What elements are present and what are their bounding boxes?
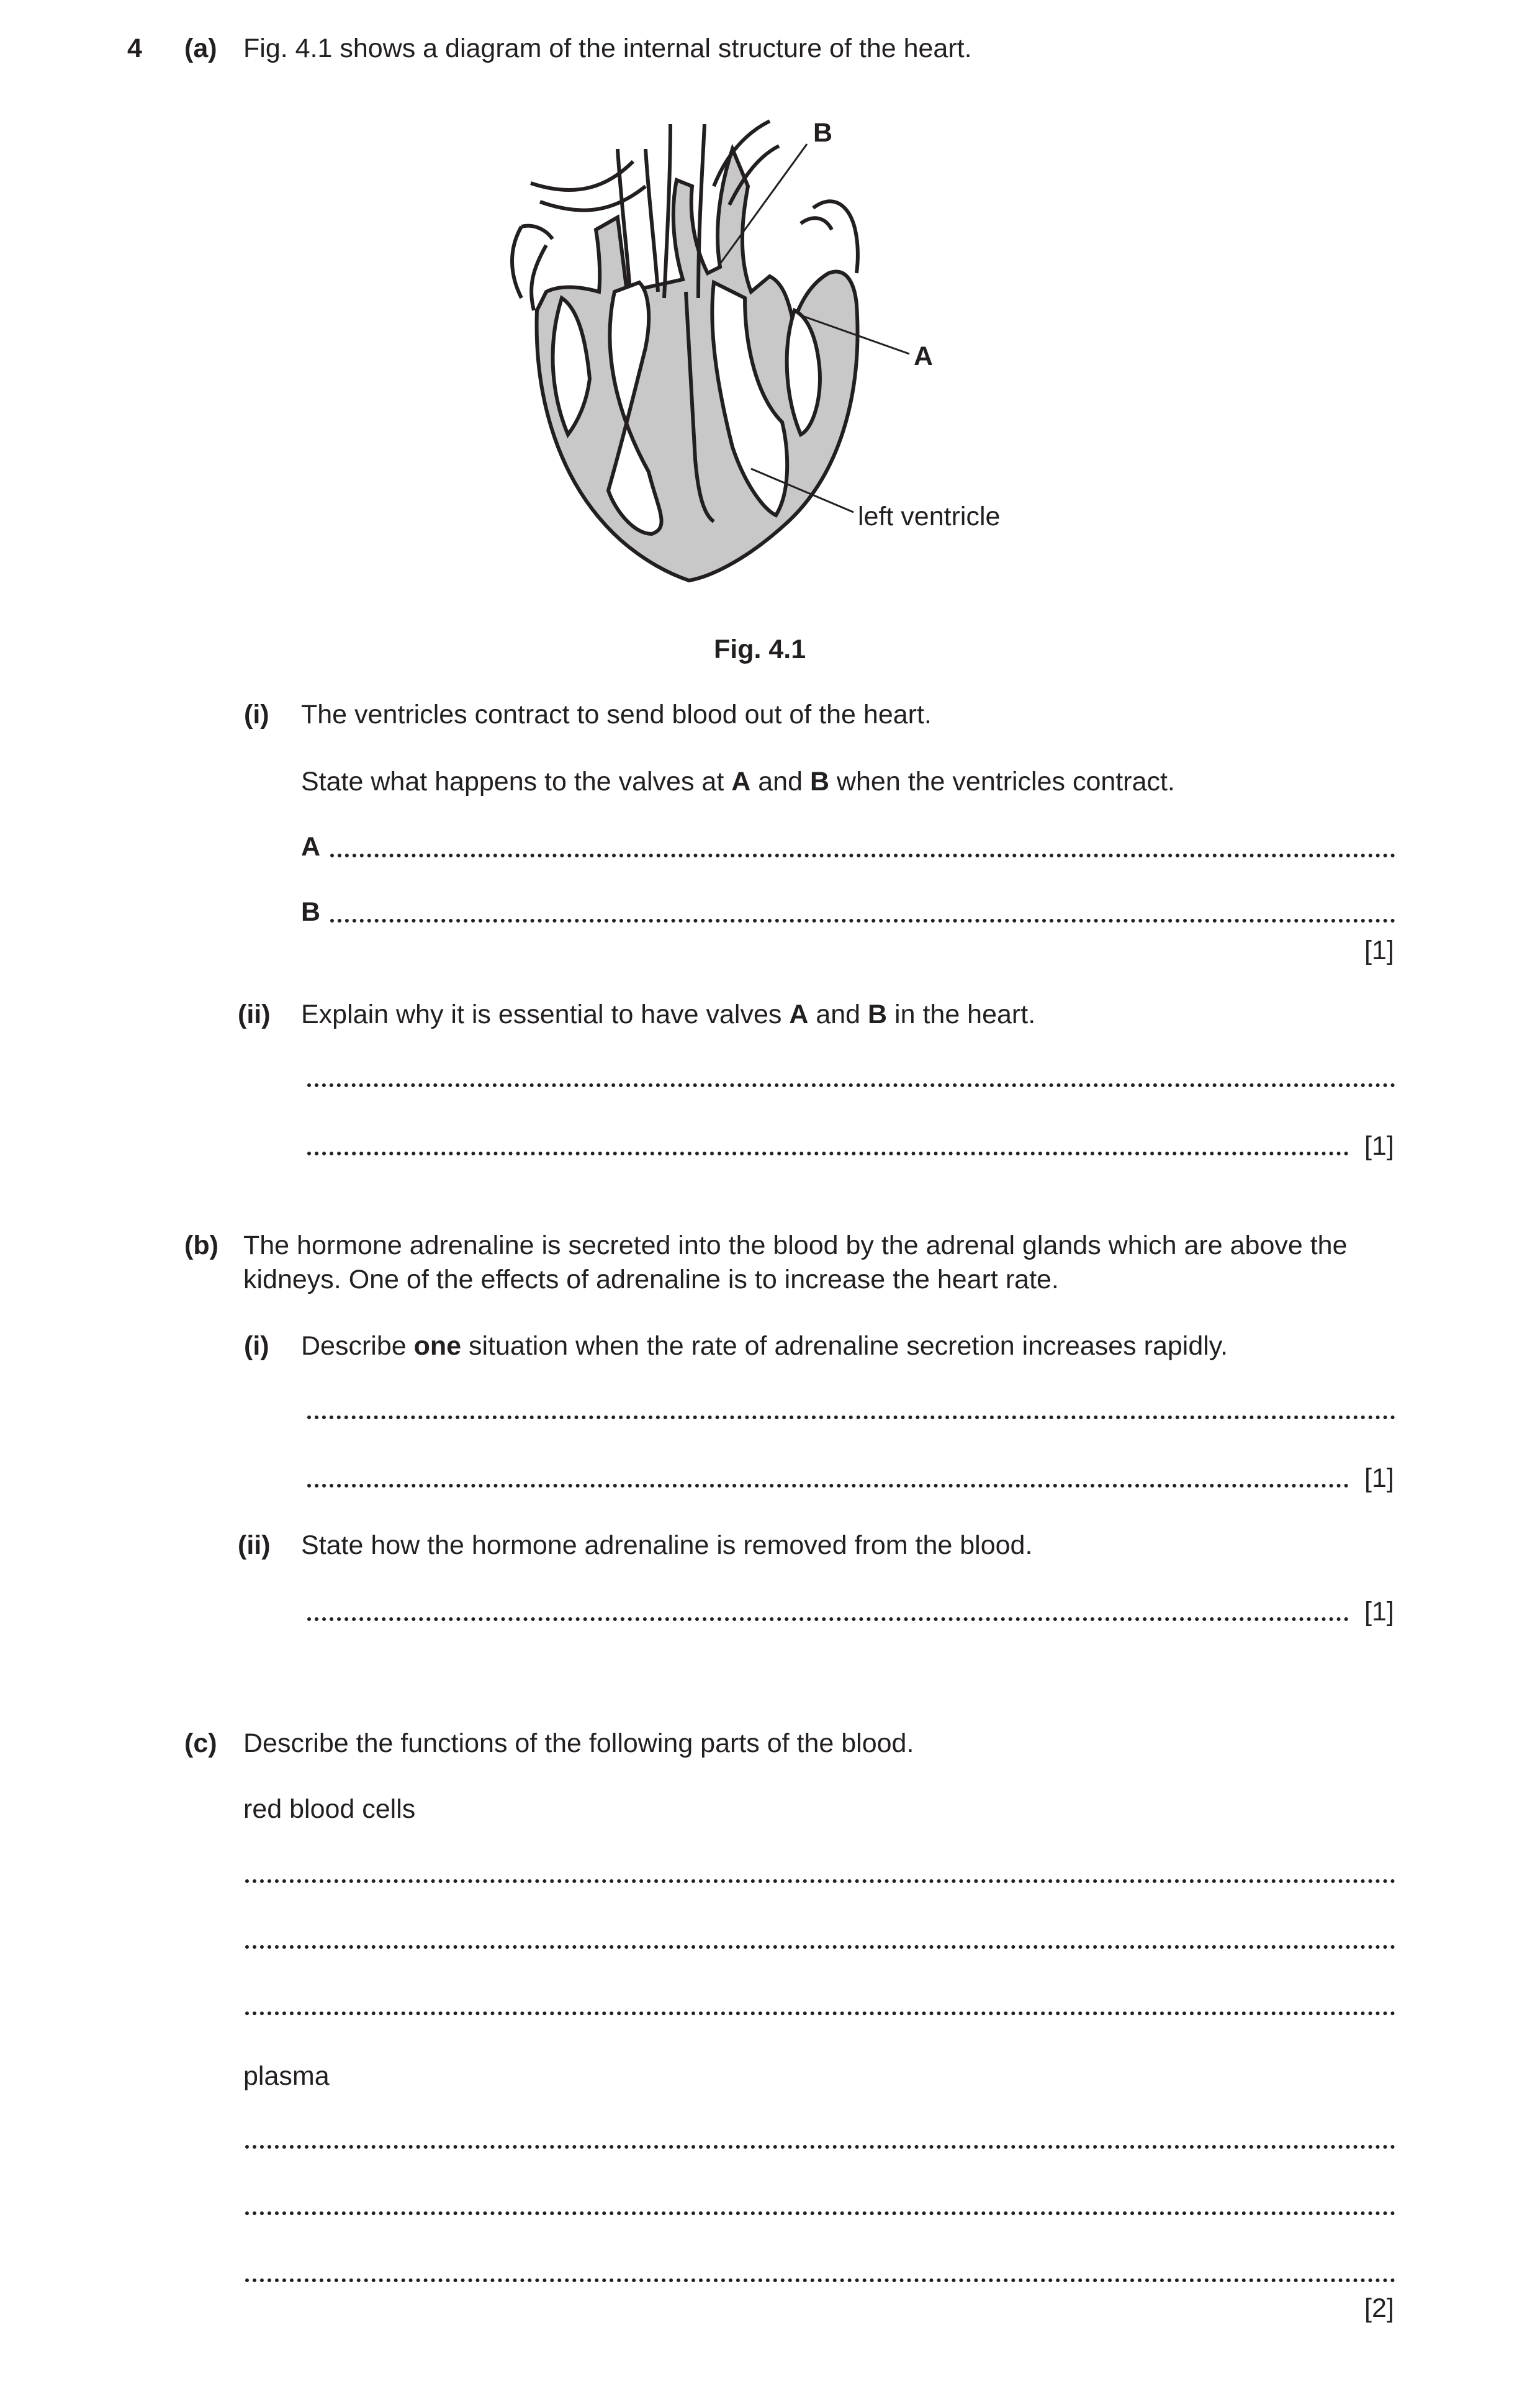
- answer-line-a-ii-1[interactable]: [307, 1083, 1395, 1087]
- rbc-label: red blood cells: [243, 1794, 416, 1824]
- answer-line-rbc-1[interactable]: [245, 1879, 1395, 1883]
- part-b-ii-label: (ii): [238, 1530, 271, 1560]
- question-number: 4: [127, 34, 142, 63]
- a-ii-post: in the heart.: [887, 1000, 1036, 1029]
- mark-a-i: [1]: [1364, 936, 1394, 965]
- figure-caption: Fig. 4.1: [714, 634, 806, 664]
- answer-line-a-ii-2[interactable]: [307, 1152, 1349, 1155]
- b-i-pre: Describe: [301, 1331, 414, 1361]
- part-c-label: (c): [184, 1728, 217, 1758]
- mark-b-ii: [1]: [1364, 1597, 1394, 1627]
- a-ii-mid: and: [808, 1000, 868, 1029]
- part-a-i-line2: [301, 765, 1175, 799]
- answer-line-rbc-2[interactable]: [245, 1945, 1395, 1949]
- a-ii-pre: Explain why it is essential to have valves: [301, 1000, 790, 1029]
- part-b-label: (b): [184, 1230, 218, 1260]
- pulmonary-artery-left: [531, 161, 646, 210]
- b-i-bold: one: [413, 1331, 462, 1361]
- part-b-line2: kidneys. One of the effects of adrenaline is to increase the heart rate.: [243, 1265, 1059, 1294]
- part-a-i-line1: The ventricles contract to send blood out of the heart.: [301, 700, 932, 729]
- answer-line-b-ii[interactable]: [307, 1617, 1349, 1621]
- line2-a: A: [731, 767, 751, 797]
- answer-line-plasma-3[interactable]: [245, 2278, 1395, 2282]
- part-b-ii-question: State how the hormone adrenaline is removed from the blood.: [301, 1530, 1033, 1560]
- line2-pre: State what happens to the valves at: [301, 767, 732, 797]
- mark-c: [2]: [1364, 2293, 1394, 2323]
- part-c-intro: Describe the functions of the following parts of the blood.: [243, 1728, 914, 1758]
- figure-label-b: B: [813, 118, 833, 148]
- line2-mid: and: [750, 767, 810, 797]
- part-a-intro: Fig. 4.1 shows a diagram of the internal structure of the heart.: [243, 34, 972, 63]
- part-b-i-question: [301, 1330, 1228, 1363]
- part-a-ii-question: [301, 998, 1035, 1032]
- answer-label-a: A: [301, 832, 321, 862]
- part-a-label: (a): [184, 34, 217, 63]
- answer-line-b[interactable]: [330, 919, 1395, 923]
- figure-label-a: A: [914, 341, 934, 371]
- b-i-post: situation when the rate of adrenaline secretion increases rapidly.: [461, 1331, 1228, 1361]
- line2-b: B: [809, 767, 829, 797]
- answer-line-b-i-1[interactable]: [307, 1416, 1395, 1419]
- answer-line-rbc-3[interactable]: [245, 2012, 1395, 2015]
- answer-line-b-i-2[interactable]: [307, 1484, 1349, 1488]
- part-b-i-label: (i): [244, 1331, 269, 1361]
- mark-a-ii: [1]: [1364, 1131, 1394, 1161]
- mark-b-i: [1]: [1364, 1463, 1394, 1493]
- part-a-ii-label: (ii): [238, 1000, 271, 1029]
- answer-line-plasma-1[interactable]: [245, 2145, 1395, 2149]
- line2-post: when the ventricles contract.: [829, 767, 1175, 797]
- figure-label-left-ventricle: left ventricle: [858, 502, 1001, 531]
- a-ii-a: A: [789, 1000, 809, 1029]
- part-a-i-label: (i): [244, 700, 269, 729]
- part-b-line1: The hormone adrenaline is secreted into the blood by the adrenal glands which are above the: [243, 1230, 1348, 1260]
- pulmonary-vein-right: [801, 201, 858, 273]
- answer-label-b: B: [301, 897, 321, 927]
- a-ii-b: B: [868, 1000, 888, 1029]
- answer-line-a[interactable]: [330, 854, 1395, 857]
- answer-line-plasma-2[interactable]: [245, 2211, 1395, 2215]
- plasma-label: plasma: [243, 2061, 330, 2091]
